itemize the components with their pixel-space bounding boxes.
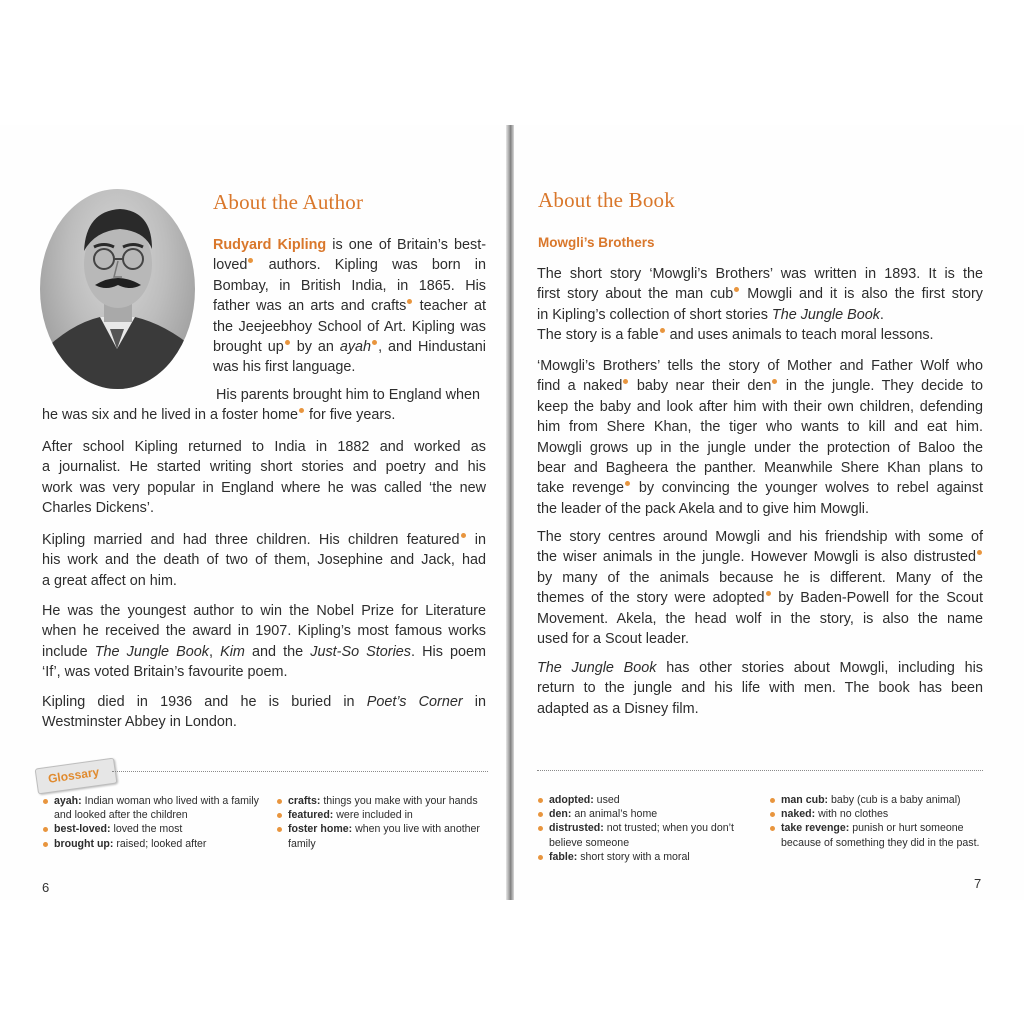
glossary-marker xyxy=(407,299,412,304)
author-paragraph-2: His parents brought him to England when he was six and he lived in a foster home for five years. xyxy=(42,387,480,424)
glossary-term: den: xyxy=(549,808,572,821)
glossary-entry xyxy=(276,808,490,822)
glossary-marker xyxy=(772,379,777,384)
glossary-term: brought up: xyxy=(54,837,114,850)
glossary-marker xyxy=(623,379,628,384)
glossary-marker xyxy=(248,258,253,263)
glossary-definition: short story with a moral xyxy=(577,850,690,863)
glossary-term: naked: xyxy=(781,808,816,821)
glossary-marker xyxy=(461,533,466,538)
author-paragraph-5: He was the youngest author to win the Nobel Prize for Literature when he received the award in 1907. Kipling’s most famous works include The Jungle Book, Kim and the Just-So Stories. His poem ‘If’, was voted Britain’s favourite poem. xyxy=(42,603,487,681)
glossary-definition: were included in xyxy=(333,809,413,822)
author-paragraph-3: After school Kipling returned to India in 1882 and worked as a journalist. He started writing short stories and poetry and his work was very popular in England where he was called ‘the new Charles Dickens’. xyxy=(42,439,486,517)
glossary-term: foster home: xyxy=(288,823,353,836)
glossary-divider-left xyxy=(112,771,488,772)
glossary-left-column-2 xyxy=(276,794,490,851)
glossary-definition: Indian woman who lived with a family and looked after the children xyxy=(54,795,259,822)
glossary-entry xyxy=(537,807,755,821)
book-heading: About the Book xyxy=(538,188,675,212)
glossary-marker xyxy=(766,591,771,596)
page-number-right: 7 xyxy=(974,876,982,891)
glossary-entry xyxy=(537,821,755,849)
book-paragraph-4: The Jungle Book has other stories about Mowgli, including his return to the jungle and his life with men. The book has been adapted as a Disney film. xyxy=(537,660,983,717)
glossary-marker xyxy=(977,550,982,555)
glossary-marker xyxy=(299,408,304,413)
page-number-left: 6 xyxy=(42,880,50,895)
glossary-right-column-1 xyxy=(537,793,755,864)
glossary-term: adopted: xyxy=(549,794,594,806)
glossary-term: fable: xyxy=(549,850,578,863)
glossary-left-column-1 xyxy=(42,794,262,851)
glossary-definition: when you live with another family xyxy=(288,823,480,850)
glossary-marker xyxy=(285,340,290,345)
glossary-right-column-2 xyxy=(769,793,985,850)
book-spine xyxy=(506,125,514,900)
glossary-term: take revenge: xyxy=(781,822,850,835)
glossary-divider-right xyxy=(537,770,983,771)
author-name: Rudyard Kipling xyxy=(213,237,327,253)
glossary-entry xyxy=(769,793,985,807)
glossary-entry xyxy=(42,837,262,851)
author-paragraph-1: Rudyard Kipling is one of Britain’s best- loved authors. Kipling was born in Bombay, in British India, in 1865. His father was an arts and crafts teacher at the Jeejeebhoy School of Art. Kipling was brought up by an ayah , and Hindustani was his first language. xyxy=(213,237,487,376)
book-subheading: Mowgli’s Brothers xyxy=(538,235,655,250)
glossary-entry xyxy=(537,793,755,807)
glossary-definition: an animal’s home xyxy=(571,808,658,821)
glossary-marker xyxy=(372,340,377,345)
book-paragraph-1: The short story ‘Mowgli’s Brothers’ was written in 1893. It is the first story about the man cub Mowgli and it is also the first story in Kipling’s collection of short stories The Jungle Book. The story is a fable and uses animals to teach moral lessons. xyxy=(537,266,983,344)
glossary-definition: punish or hurt someone because of something they did in the past. xyxy=(781,822,980,849)
glossary-term: man cub: xyxy=(781,794,829,806)
glossary-definition: raised; looked after xyxy=(113,837,207,850)
glossary-marker xyxy=(660,328,665,333)
glossary-entry xyxy=(537,850,755,864)
glossary-term: best-loved: xyxy=(54,823,111,836)
glossary-marker xyxy=(734,287,739,292)
author-paragraph-6: Kipling died in 1936 and he is buried in Poet’s Corner in Westminster Abbey in London. xyxy=(42,694,486,731)
author-portrait xyxy=(40,189,195,389)
glossary-entry xyxy=(769,807,985,821)
glossary-definition: with no clothes xyxy=(815,808,889,821)
glossary-entry xyxy=(276,822,490,850)
glossary-entry xyxy=(769,821,985,849)
glossary-label: Glossary xyxy=(47,764,100,786)
glossary-term: featured: xyxy=(288,809,334,822)
glossary-term: ayah: xyxy=(54,795,82,807)
book-paragraph-3: The story centres around Mowgli and his friendship with some of the wiser animals in the jungle. However Mowgli is also distrusted by many of the animals because he is different. Many of the themes of the story were adopted by Baden-Powell for the Scout Movement. Akela, the head wolf in the story, is also the name used for a Scout leader. xyxy=(537,529,983,648)
author-heading: About the Author xyxy=(213,190,364,214)
glossary-entry xyxy=(276,794,490,808)
glossary-definition: loved the most xyxy=(110,823,183,836)
glossary-term: crafts: xyxy=(288,795,321,807)
glossary-definition: used xyxy=(593,794,620,806)
glossary-definition: things you make with your hands xyxy=(320,795,478,807)
glossary-definition: not trusted; when you don’t believe someone xyxy=(549,822,734,849)
glossary-term: distrusted: xyxy=(549,822,604,835)
book-paragraph-2: ‘Mowgli’s Brothers’ tells the story of Mother and Father Wolf who find a naked baby near their den in the jungle. They decide to keep the baby and look after him with their own children, defending him from Shere Khan, the tiger who wants to kill and eat him. Mowgli grows up in the jungle under the protection of Baloo the bear and Bagheera the panther. Meanwhile Shere Khan plans to take revenge by convincing the younger wolves to rebel against the leader of the pack Akela and to give him Mowgli. xyxy=(537,358,984,517)
author-paragraph-4: Kipling married and had three children. His children featured in his work and the death of two of them, Josephine and Jack, had a great affect on him. xyxy=(42,532,486,589)
glossary-entry xyxy=(42,822,262,836)
glossary-definition: baby (cub is a baby animal) xyxy=(828,794,961,806)
glossary-marker xyxy=(625,481,630,486)
glossary-entry xyxy=(42,794,262,822)
